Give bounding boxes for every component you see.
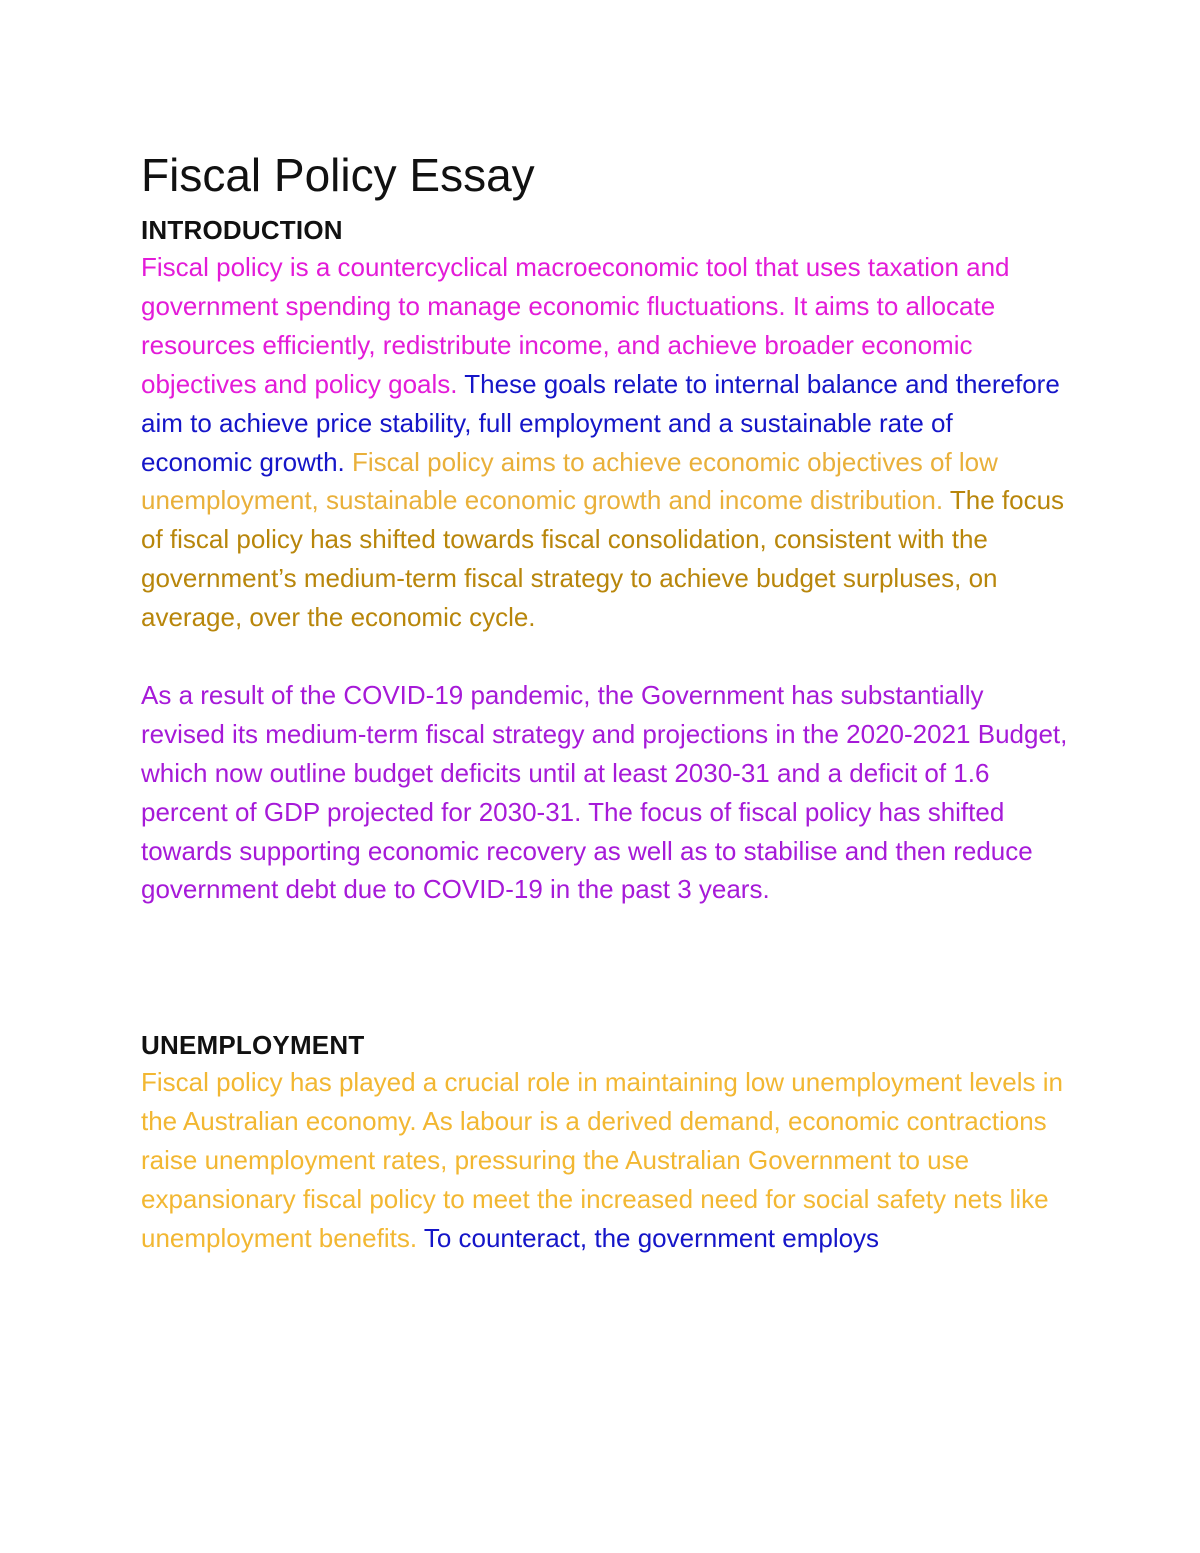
section-unemployment	[141, 1027, 1071, 1258]
paragraph	[141, 676, 1071, 909]
document-page	[141, 138, 1071, 1258]
paragraph	[141, 1063, 1071, 1258]
text-segment: These goals relate to internal balance and therefore aim to achieve price stability, full employment and a sustainable rate of economic growth.	[141, 368, 1060, 477]
section-heading: UNEMPLOYMENT	[141, 1030, 365, 1061]
document-title: Fiscal Policy Essay	[141, 149, 535, 201]
text-segment: To counteract, the government employs	[423, 1223, 880, 1254]
text-segment: Fiscal policy has played a crucial role in maintaining low unemployment levels in the Australian economy. As labour is a derived demand, economic contractions raise unemployment rates, pressuring the Australian Government to use expansionary fiscal policy to meet the increased need for social safety nets like unemployment benefits.	[141, 1067, 1063, 1254]
section-introduction	[141, 212, 1071, 909]
text-segment: Fiscal policy is a countercyclical macroeconomic tool that uses taxation and government spending to manage economic fluctuations. It aims to allocate resources efficiently, redistribute income, and achieve broader economic objectives and policy goals.	[141, 252, 1010, 399]
paragraph	[141, 248, 1071, 637]
section-heading: INTRODUCTION	[141, 215, 343, 245]
text-segment: Fiscal policy aims to achieve economic objectives of low unemployment, sustainable economic growth and income distribution.	[141, 446, 998, 516]
paragraph-gap	[141, 637, 1071, 676]
text-segment: The focus of fiscal policy has shifted towards fiscal consolidation, consistent with the government’s medium-term fiscal strategy to achieve budget surpluses, on average, over the economic cycle.	[141, 485, 1065, 633]
section-gap	[141, 909, 1071, 1027]
text-segment: As a result of the COVID-19 pandemic, the Government has substantially revised its medium-term fiscal strategy and projections in the 2020-2021 Budget, which now outline budget deficits until at least 2030-31 and a deficit of 1.6 percent of GDP projected for 2030-31. The focus of fiscal policy has shifted towards supporting economic recovery as well as to stabilise and then reduce government debt due to COVID-19 in the past 3 years.	[141, 679, 1068, 905]
